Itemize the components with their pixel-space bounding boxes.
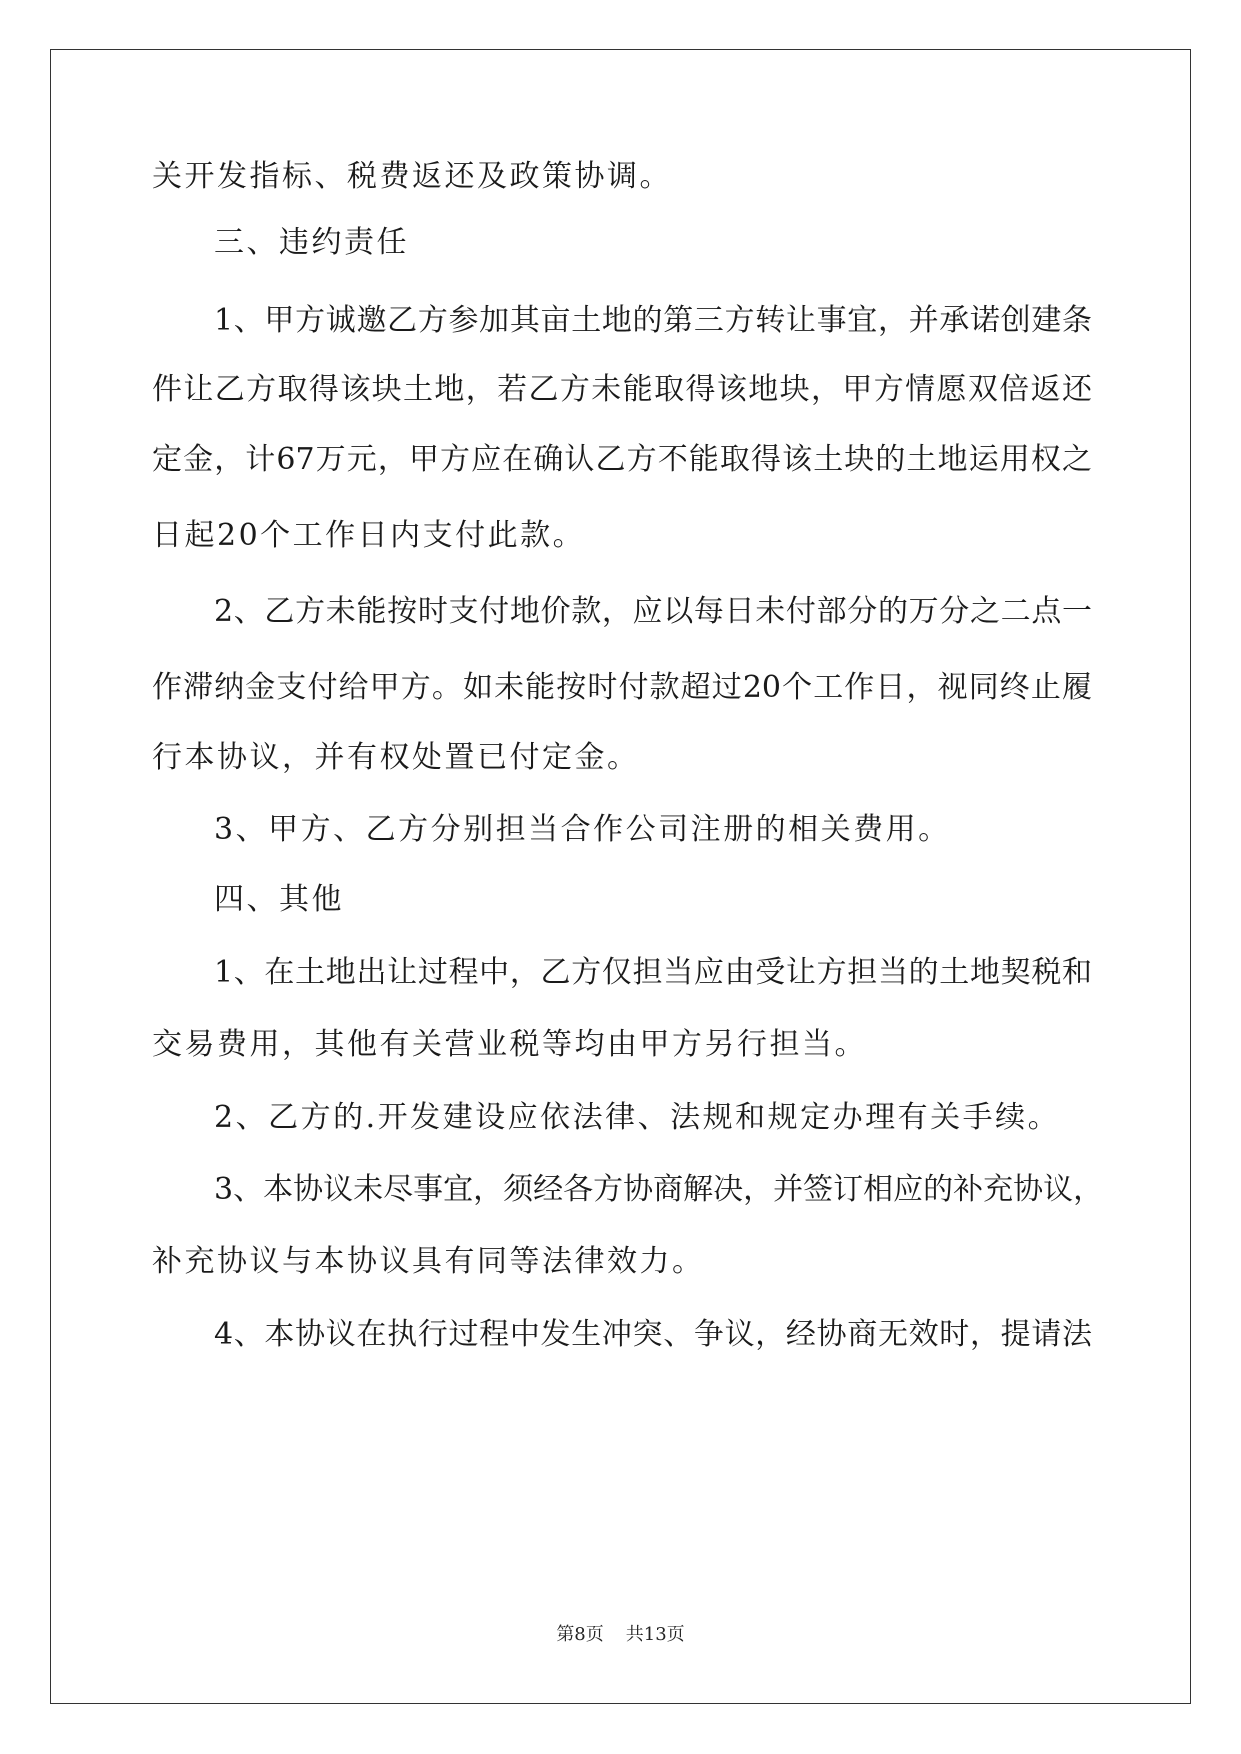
- text-line: 补充协议与本协议具有同等法律效力。: [152, 1244, 705, 1279]
- section-heading: 三、违约责任: [214, 225, 409, 260]
- text-line: 1、甲方诚邀乙方参加其亩土地的第三方转让事宜，并承诺创建条: [214, 303, 1092, 338]
- page-footer: [0, 1623, 1241, 1647]
- text-line: 行本协议，并有权处置已付定金。: [152, 740, 640, 775]
- text-line: 件让乙方取得该块土地，若乙方未能取得该地块，甲方情愿双倍返还: [152, 372, 1092, 407]
- text-line: 日起20个工作日内支付此款。: [152, 518, 586, 553]
- text-line: 关开发指标、税费返还及政策协调。: [152, 159, 672, 194]
- text-line: 2、乙方的.开发建设应依法律、法规和规定办理有关手续。: [214, 1100, 1061, 1135]
- text-line: 定金，计67万元，甲方应在确认乙方不能取得该土块的土地运用权之: [152, 442, 1092, 477]
- text-line: 交易费用，其他有关营业税等均由甲方另行担当。: [152, 1027, 867, 1062]
- page-total: 共13页: [625, 1624, 685, 1645]
- text-line: 1、在土地出让过程中，乙方仅担当应由受让方担当的土地契税和: [214, 955, 1092, 990]
- text-line: 3、本协议未尽事宜，须经各方协商解决，并签订相应的补充协议，: [214, 1172, 1104, 1207]
- page-border: [50, 49, 1191, 1704]
- text-line: 4、本协议在执行过程中发生冲突、争议，经协商无效时，提请法: [214, 1317, 1092, 1352]
- text-line: 3、甲方、乙方分别担当合作公司注册的相关费用。: [214, 812, 951, 847]
- section-heading: 四、其他: [214, 882, 344, 917]
- text-line: 作滞纳金支付给甲方。如未能按时付款超过20个工作日，视同终止履: [152, 670, 1092, 705]
- text-line: 2、乙方未能按时支付地价款，应以每日未付部分的万分之二点一: [214, 594, 1092, 629]
- page-number: 第8页: [556, 1624, 604, 1645]
